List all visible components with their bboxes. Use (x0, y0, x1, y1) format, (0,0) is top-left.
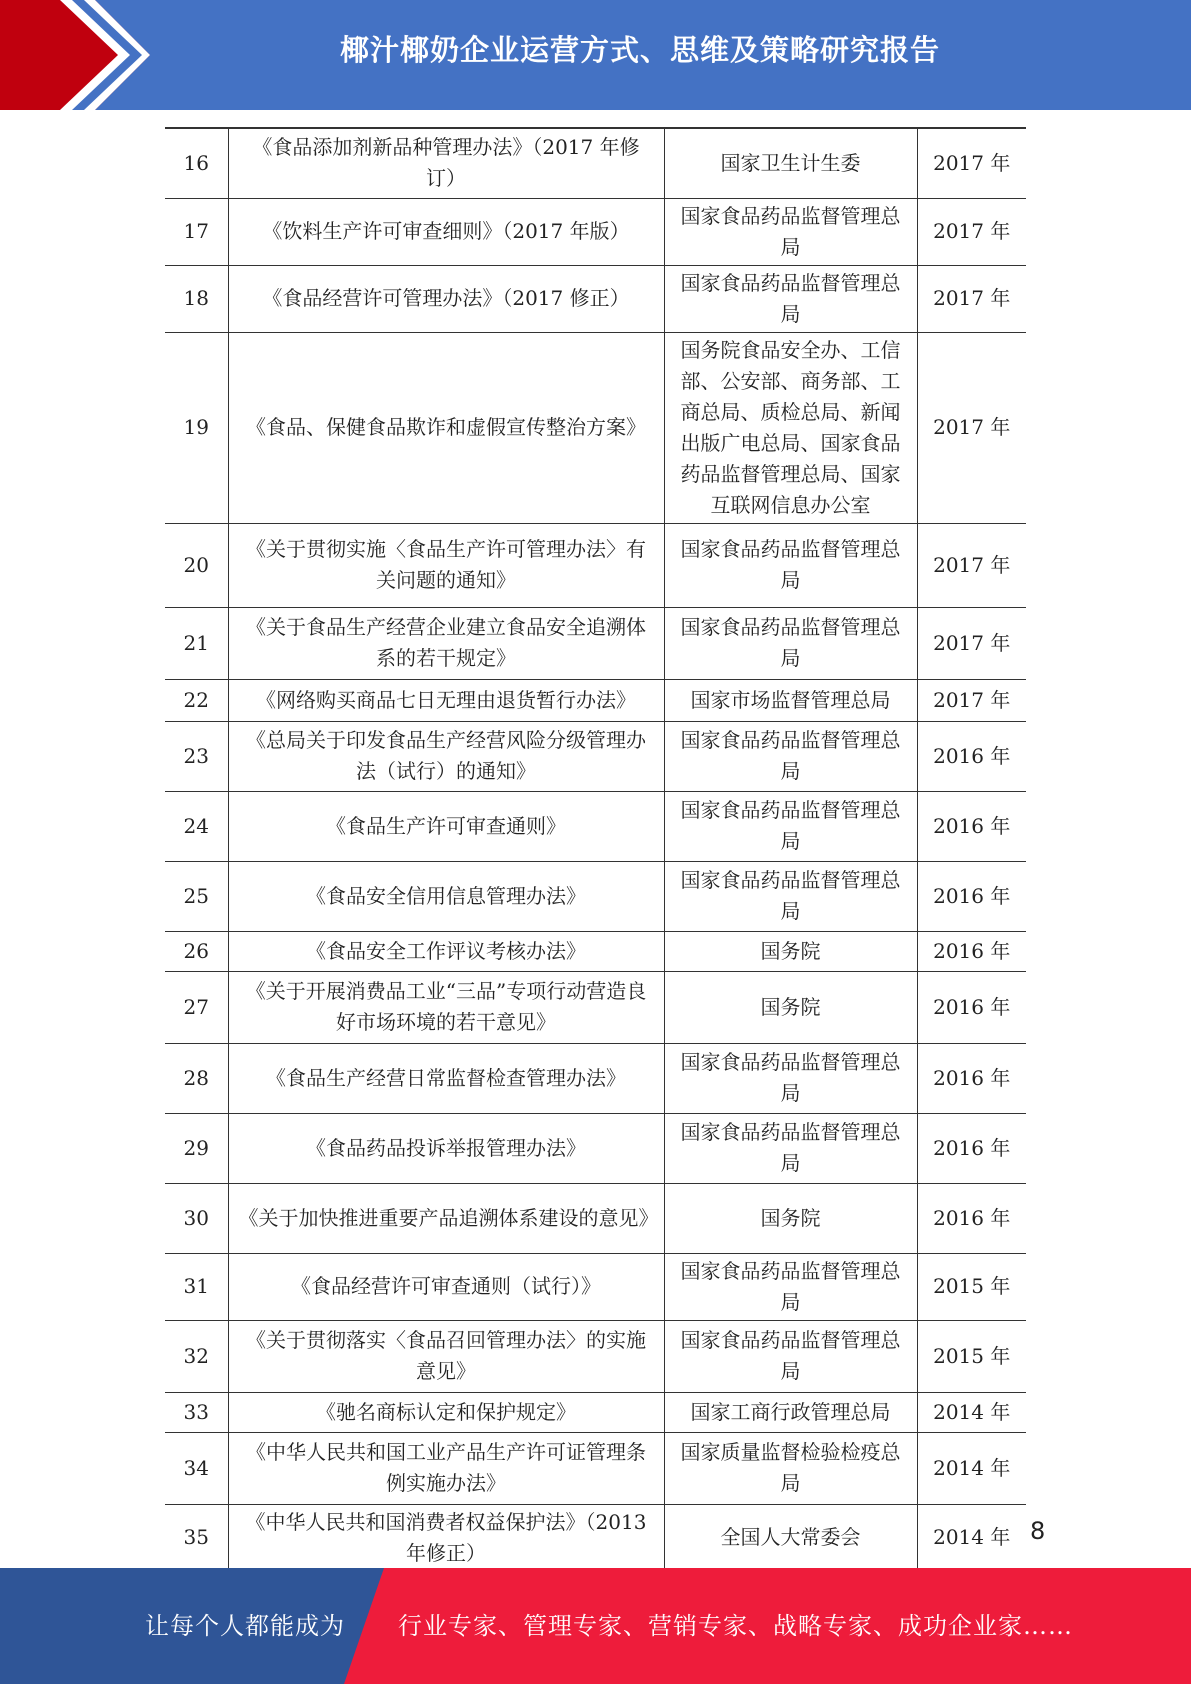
table-row (165, 332, 1026, 523)
issue-year: 2016 年 (917, 1113, 1026, 1183)
table-row (165, 931, 1026, 971)
row-number: 17 (165, 198, 228, 265)
issuing-authority: 国家工商行政管理总局 (664, 1392, 917, 1432)
issue-year: 2015 年 (917, 1253, 1026, 1320)
table-row (165, 721, 1026, 791)
issuing-authority: 国家食品药品监督管理总局 (664, 523, 917, 607)
row-number: 34 (165, 1432, 228, 1504)
regulation-name: 《食品经营许可管理办法》（2017 修正） (228, 265, 664, 332)
table-row (165, 128, 1026, 198)
table-row (165, 679, 1026, 721)
issue-year: 2016 年 (917, 791, 1026, 861)
row-number: 28 (165, 1043, 228, 1113)
issue-year: 2017 年 (917, 679, 1026, 721)
row-number: 33 (165, 1392, 228, 1432)
regulation-name: 《中华人民共和国消费者权益保护法》（2013 年修正） (228, 1504, 664, 1571)
row-number: 32 (165, 1320, 228, 1392)
table-row (165, 791, 1026, 861)
issuing-authority: 国家市场监督管理总局 (664, 679, 917, 721)
table-row (165, 861, 1026, 931)
issuing-authority: 国家食品药品监督管理总局 (664, 265, 917, 332)
regulation-name: 《总局关于印发食品生产经营风险分级管理办法（试行）的通知》 (228, 721, 664, 791)
regulation-name: 《食品生产经营日常监督检查管理办法》 (228, 1043, 664, 1113)
issuing-authority: 国务院食品安全办、工信部、公安部、商务部、工商总局、质检总局、新闻出版广电总局、国家食品药品监督管理总局、国家互联网信息办公室 (664, 332, 917, 523)
row-number: 19 (165, 332, 228, 523)
table-row (165, 1504, 1026, 1571)
table-row (165, 1320, 1026, 1392)
regulation-name: 《饮料生产许可审查细则》（2017 年版） (228, 198, 664, 265)
regulation-name: 《网络购买商品七日无理由退货暂行办法》 (228, 679, 664, 721)
row-number: 21 (165, 607, 228, 679)
issuing-authority: 国务院 (664, 931, 917, 971)
header-arrow-decoration (0, 0, 150, 110)
regulation-name: 《关于开展消费品工业“三品”专项行动营造良好市场环境的若干意见》 (228, 971, 664, 1043)
table-row (165, 1253, 1026, 1320)
regulation-name: 《驰名商标认定和保护规定》 (228, 1392, 664, 1432)
regulation-name: 《食品生产许可审查通则》 (228, 791, 664, 861)
report-title: 椰汁椰奶企业运营方式、思维及策略研究报告 (339, 33, 940, 67)
issue-year: 2014 年 (917, 1392, 1026, 1432)
row-number: 22 (165, 679, 228, 721)
issue-year: 2017 年 (917, 332, 1026, 523)
issue-year: 2016 年 (917, 1043, 1026, 1113)
row-number: 35 (165, 1504, 228, 1571)
table-row (165, 523, 1026, 607)
regulation-name: 《食品经营许可审查通则（试行）》 (228, 1253, 664, 1320)
row-number: 31 (165, 1253, 228, 1320)
regulation-name: 《食品安全信用信息管理办法》 (228, 861, 664, 931)
page-header (0, 0, 1191, 110)
regulation-name: 《中华人民共和国工业产品生产许可证管理条例实施办法》 (228, 1432, 664, 1504)
issuing-authority: 国家食品药品监督管理总局 (664, 607, 917, 679)
issuing-authority: 国家食品药品监督管理总局 (664, 1320, 917, 1392)
regulation-name: 《食品药品投诉举报管理办法》 (228, 1113, 664, 1183)
row-number: 27 (165, 971, 228, 1043)
table-row (165, 1113, 1026, 1183)
regulation-name: 《食品安全工作评议考核办法》 (228, 931, 664, 971)
footer-tagline: 行业专家、管理专家、营销专家、战略专家、成功企业家…… (398, 1612, 1073, 1640)
regulations-table (165, 127, 1026, 1571)
issuing-authority: 国务院 (664, 971, 917, 1043)
issue-year: 2017 年 (917, 128, 1026, 198)
page-number: 8 (1030, 1517, 1046, 1545)
issue-year: 2016 年 (917, 1183, 1026, 1253)
issue-year: 2016 年 (917, 861, 1026, 931)
issue-year: 2017 年 (917, 523, 1026, 607)
page-footer (0, 1568, 1191, 1684)
regulation-name: 《关于贯彻实施〈食品生产许可管理办法〉有关问题的通知》 (228, 523, 664, 607)
row-number: 16 (165, 128, 228, 198)
regulation-name: 《关于加快推进重要产品追溯体系建设的意见》 (228, 1183, 664, 1253)
issuing-authority: 国家食品药品监督管理总局 (664, 1043, 917, 1113)
table-row (165, 1392, 1026, 1432)
row-number: 24 (165, 791, 228, 861)
table-row (165, 1432, 1026, 1504)
row-number: 23 (165, 721, 228, 791)
table-row (165, 971, 1026, 1043)
issuing-authority: 国家食品药品监督管理总局 (664, 1253, 917, 1320)
row-number: 20 (165, 523, 228, 607)
table-row (165, 198, 1026, 265)
issue-year: 2015 年 (917, 1320, 1026, 1392)
row-number: 18 (165, 265, 228, 332)
issuing-authority: 国务院 (664, 1183, 917, 1253)
row-number: 29 (165, 1113, 228, 1183)
issue-year: 2014 年 (917, 1504, 1026, 1571)
issuing-authority: 国家食品药品监督管理总局 (664, 721, 917, 791)
table-row (165, 1183, 1026, 1253)
issue-year: 2017 年 (917, 198, 1026, 265)
row-number: 26 (165, 931, 228, 971)
issuing-authority: 国家食品药品监督管理总局 (664, 198, 917, 265)
regulation-name: 《食品添加剂新品种管理办法》（2017 年修订） (228, 128, 664, 198)
row-number: 25 (165, 861, 228, 931)
footer-lead-text: 让每个人都能成为 (145, 1612, 345, 1640)
regulation-name: 《关于食品生产经营企业建立食品安全追溯体系的若干规定》 (228, 607, 664, 679)
regulation-name: 《食品、保健食品欺诈和虚假宣传整治方案》 (228, 332, 664, 523)
table-row (165, 1043, 1026, 1113)
issuing-authority: 全国人大常委会 (664, 1504, 917, 1571)
regulation-name: 《关于贯彻落实〈食品召回管理办法〉的实施意见》 (228, 1320, 664, 1392)
issue-year: 2016 年 (917, 971, 1026, 1043)
issue-year: 2016 年 (917, 721, 1026, 791)
issuing-authority: 国家质量监督检验检疫总局 (664, 1432, 917, 1504)
issue-year: 2016 年 (917, 931, 1026, 971)
table-row (165, 607, 1026, 679)
issuing-authority: 国家食品药品监督管理总局 (664, 791, 917, 861)
issue-year: 2017 年 (917, 607, 1026, 679)
issuing-authority: 国家食品药品监督管理总局 (664, 1113, 917, 1183)
issue-year: 2014 年 (917, 1432, 1026, 1504)
row-number: 30 (165, 1183, 228, 1253)
issuing-authority: 国家食品药品监督管理总局 (664, 861, 917, 931)
issue-year: 2017 年 (917, 265, 1026, 332)
table-row (165, 265, 1026, 332)
issuing-authority: 国家卫生计生委 (664, 128, 917, 198)
